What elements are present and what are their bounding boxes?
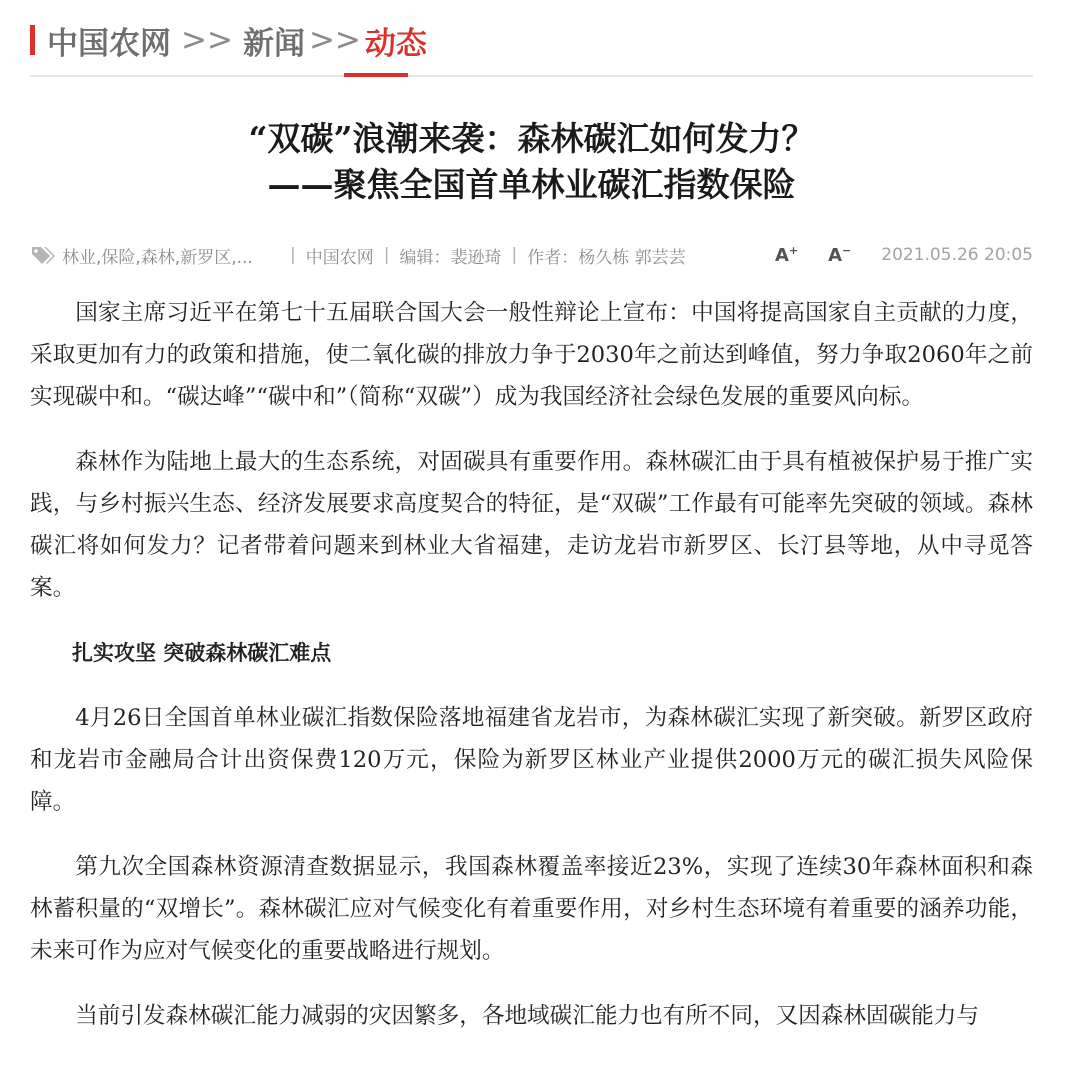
font-size-increase-button[interactable] <box>775 244 798 266</box>
breadcrumb-separator: >> <box>308 22 361 58</box>
article-meta <box>30 240 1033 270</box>
article-tags[interactable]: 林业,保险,森林,新罗区,... <box>62 247 253 268</box>
article-paragraph: 国家主席习近平在第七十五届联合国大会一般性辩论上宣布：中国将提高国家自主贡献的力度，采取更加有力的政策和措施，使二氧化碳的排放力争于2030年之前达到峰值，努力争取2060年之前实现碳中和。“碳达峰”“碳中和”（简称“双碳”）成为我国经济社会绿色发展的重要风向标。 <box>30 300 1033 410</box>
font-increase-sign: + <box>788 244 799 257</box>
font-decrease-sign: − <box>842 244 852 257</box>
tag-icon <box>30 245 56 265</box>
font-size-decrease-button[interactable] <box>828 244 851 266</box>
breadcrumb-active-underline <box>344 73 408 77</box>
font-decrease-label: A <box>828 245 843 266</box>
article-editor: 编辑：裴逊琦 <box>399 247 502 268</box>
breadcrumb-current-link[interactable]: 动态 <box>364 25 427 62</box>
article-paragraph: 当前引发森林碳汇能力减弱的灾因繁多，各地域碳汇能力也有所不同，又因森林固碳能力与 <box>75 1003 979 1029</box>
article-paragraph: 森林作为陆地上最大的生态系统，对固碳具有重要作用。森林碳汇由于具有植被保护易于推广实践，与乡村振兴生态、经济发展要求高度契合的特征，是“双碳”工作最有可能率先突破的领域。森林碳汇将如何发力？记者带着问题来到林业大省福建，走访龙岩市新罗区、长汀县等地，从中寻觅答案。 <box>30 449 1033 601</box>
publish-date: 2021.05.26 20:05 <box>881 245 1033 265</box>
article-body <box>30 292 1033 1060</box>
breadcrumb-accent-bar <box>30 25 35 55</box>
breadcrumb-separator: >> <box>181 22 233 58</box>
breadcrumb <box>30 18 427 62</box>
article-paragraph: 4月26日全国首单林业碳汇指数保险落地福建省龙岩市，为森林碳汇实现了新突破。新罗区政府和龙岩市金融局合计出资保费120万元，保险为新罗区林业产业提供2000万元的碳汇损失风险保障。 <box>30 705 1033 815</box>
breadcrumb-site-link[interactable]: 中国农网 <box>47 25 171 62</box>
breadcrumb-divider <box>30 75 1033 77</box>
meta-separator: | <box>383 245 390 265</box>
article-subheading: 扎实攻坚 突破森林碳汇难点 <box>72 641 332 665</box>
article-title-line-1: “双碳”浪潮来袭：森林碳汇如何发力？ <box>248 119 815 158</box>
article-source: 中国农网 <box>305 247 374 268</box>
breadcrumb-section-link[interactable]: 新闻 <box>242 25 305 62</box>
article-subtitle: ——聚焦全国首单林业碳汇指数保险 <box>267 165 796 204</box>
article-author: 作者：杨久栋 郭芸芸 <box>527 247 686 268</box>
font-increase-label: A <box>774 245 789 266</box>
article-title <box>30 116 1033 208</box>
article-paragraph: 第九次全国森林资源清查数据显示，我国森林覆盖率接近23%，实现了连续30年森林面积和森林蓄积量的“双增长”。森林碳汇应对气候变化有着重要作用，对乡村生态环境有着重要的涵养功能，未来可作为应对气候变化的重要战略进行规划。 <box>30 854 1033 964</box>
meta-separator: | <box>511 245 518 265</box>
meta-separator: | <box>290 245 296 265</box>
